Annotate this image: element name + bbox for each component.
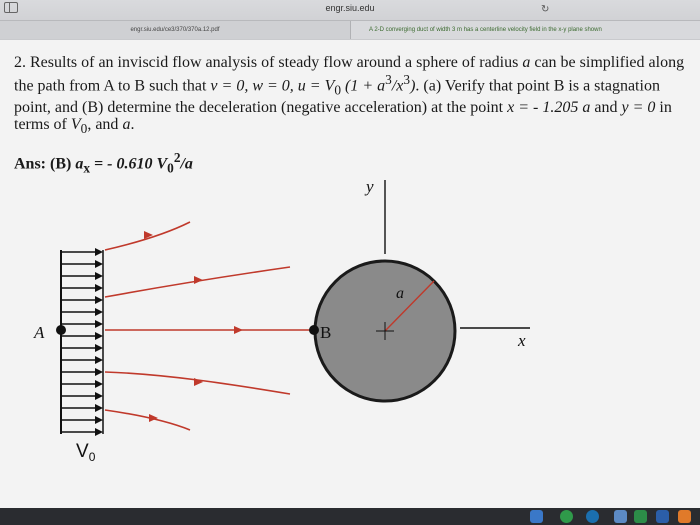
profile-arrow-head: [95, 260, 103, 268]
app-icon[interactable]: [530, 510, 543, 523]
streamline-arrow: [149, 414, 158, 422]
streamline-arrow: [234, 326, 243, 334]
label-v0: [76, 441, 96, 464]
subscript: 0: [167, 160, 174, 176]
problem-text: Results of an inviscid flow analysis of steady flow around a sphere of radius: [30, 54, 523, 71]
profile-arrow-head: [95, 368, 103, 376]
label-y-axis: y: [366, 177, 374, 196]
streamlines: [105, 222, 314, 430]
streamline-arrow: [194, 276, 203, 284]
profile-arrow-head: [95, 308, 103, 316]
tab-pdf[interactable]: engr.siu.edu/ce3/370/370a.12.pdf: [0, 21, 350, 39]
tab-bar: [0, 20, 700, 39]
point-b: [309, 325, 319, 335]
profile-arrow-head: [95, 296, 103, 304]
taskbar: [0, 508, 700, 525]
streamline-arrow: [194, 378, 203, 386]
subscript: 0: [334, 82, 342, 98]
radius-symbol: a: [522, 54, 531, 71]
subscript: 0: [80, 120, 88, 136]
reload-icon[interactable]: ↻: [541, 4, 550, 15]
word-icon[interactable]: [656, 510, 669, 523]
flow-diagram: [0, 172, 700, 508]
pdf-page: [0, 40, 700, 508]
problem-text: .: [130, 115, 135, 133]
velocity-profile: [61, 248, 103, 436]
profile-arrow-head: [95, 332, 103, 340]
profile-arrow-head: [95, 392, 103, 400]
label-v0-subscript: 0: [88, 450, 96, 464]
superscript: 2: [173, 150, 181, 165]
browser-toolbar: [0, 0, 700, 17]
problem-text: and: [590, 98, 622, 116]
tab-converging-duct[interactable]: A 2-D converging duct of width 3 m has a centerline velocity field in the x-y plane shown: [350, 21, 700, 39]
velocity-equation: /x: [391, 77, 404, 95]
subscript: x: [83, 160, 91, 176]
profile-arrow-head: [95, 428, 103, 436]
problem-statement: [14, 54, 698, 137]
profile-arrow-head: [95, 344, 103, 352]
radius-symbol: a: [122, 115, 131, 133]
label-v0-symbol: V: [76, 441, 89, 462]
address-bar[interactable]: engr.siu.edu: [325, 3, 375, 13]
problem-text: , and: [87, 115, 123, 133]
profile-arrow-head: [95, 404, 103, 412]
velocity-equation: v = 0, w = 0, u =: [210, 77, 325, 95]
app-icon[interactable]: [678, 510, 691, 523]
app-icon[interactable]: [614, 510, 627, 523]
velocity-equation: ): [410, 77, 416, 95]
profile-arrow-head: [95, 284, 103, 292]
label-x-axis: x: [518, 331, 526, 350]
streamline: [105, 410, 190, 430]
profile-arrow-head: [95, 248, 103, 256]
problem-number: 2.: [14, 54, 26, 71]
app-icon[interactable]: [560, 510, 573, 523]
label-b: B: [320, 323, 332, 342]
profile-arrow-head: [95, 320, 103, 328]
velocity-symbol: V: [70, 115, 81, 133]
label-a: A: [34, 323, 45, 342]
problem-text: . (a) Verify that point B is a stagnation point, and (B) determine the deceleration (negative acceleration) at the point: [14, 77, 660, 116]
profile-arrow-head: [95, 380, 103, 388]
superscript: 3: [385, 72, 392, 87]
problem-text: can be simplified along the path from A to B such that: [14, 54, 685, 95]
point-y-equation: y = 0: [621, 98, 656, 116]
answer-lhs: a: [75, 155, 84, 173]
profile-arrow-head: [95, 416, 103, 424]
answer-prefix: Ans: (B): [14, 155, 76, 173]
app-icon[interactable]: [586, 510, 599, 523]
problem-text: in terms of: [14, 98, 672, 133]
answer-rhs: /a: [180, 155, 193, 173]
velocity-symbol: V: [324, 77, 335, 95]
profile-arrow-head: [95, 356, 103, 364]
velocity-equation: (1 + a: [341, 77, 386, 95]
superscript: 3: [403, 72, 411, 87]
label-radius: a: [396, 285, 404, 302]
answer-rhs: = - 0.610 V: [90, 155, 168, 173]
profile-arrow-head: [95, 272, 103, 280]
excel-icon[interactable]: [634, 510, 647, 523]
point-a: [56, 325, 66, 335]
point-x-equation: x = - 1.205 a: [507, 98, 591, 116]
browser-chrome: [0, 0, 700, 40]
